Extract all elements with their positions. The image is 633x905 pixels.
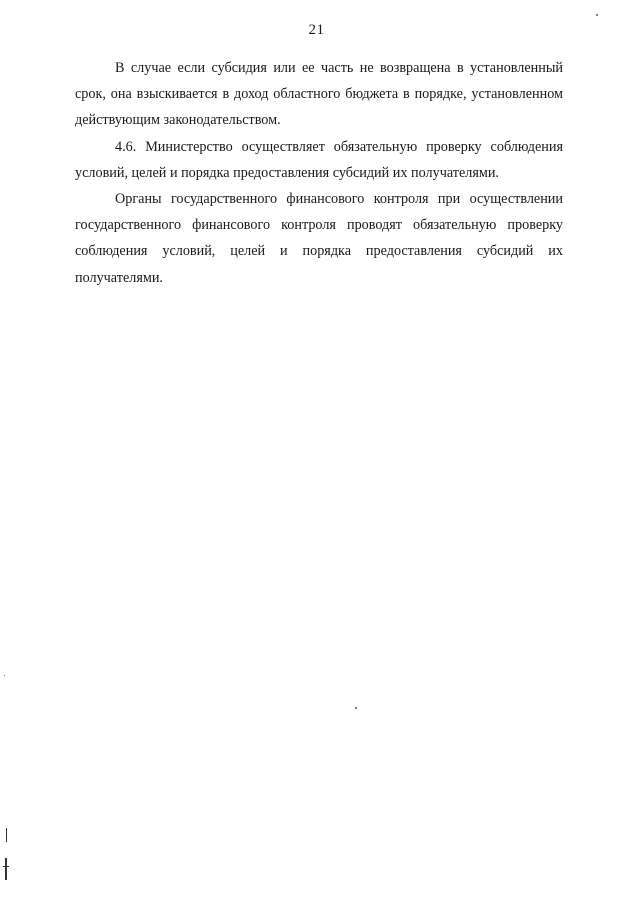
- scan-speck: [355, 707, 357, 709]
- scan-artifact: [3, 866, 9, 867]
- page-number: 21: [308, 22, 325, 38]
- document-body: [75, 55, 563, 291]
- scan-artifact: [5, 858, 7, 880]
- scan-speck: [4, 675, 5, 676]
- scan-speck: [596, 14, 598, 16]
- scan-artifact: [6, 828, 7, 842]
- paragraph-financial-control: Органы государственного финансового контроля при осуществлении государственного финансового контроля проводят обязательную проверку соблюдения условий, целей и порядка предоставления субсидий их получателями.: [75, 191, 563, 286]
- paragraph-refund-procedure: В случае если субсидия или ее часть не возвращена в установленный срок, она взыскивается в доход областного бюджета в порядке, установленном действующим законодательством.: [75, 60, 563, 129]
- paragraph-ministry-inspection: 4.6. Министерство осуществляет обязательную проверку соблюдения условий, целей и порядка предоставления субсидий их получателями.: [75, 138, 563, 181]
